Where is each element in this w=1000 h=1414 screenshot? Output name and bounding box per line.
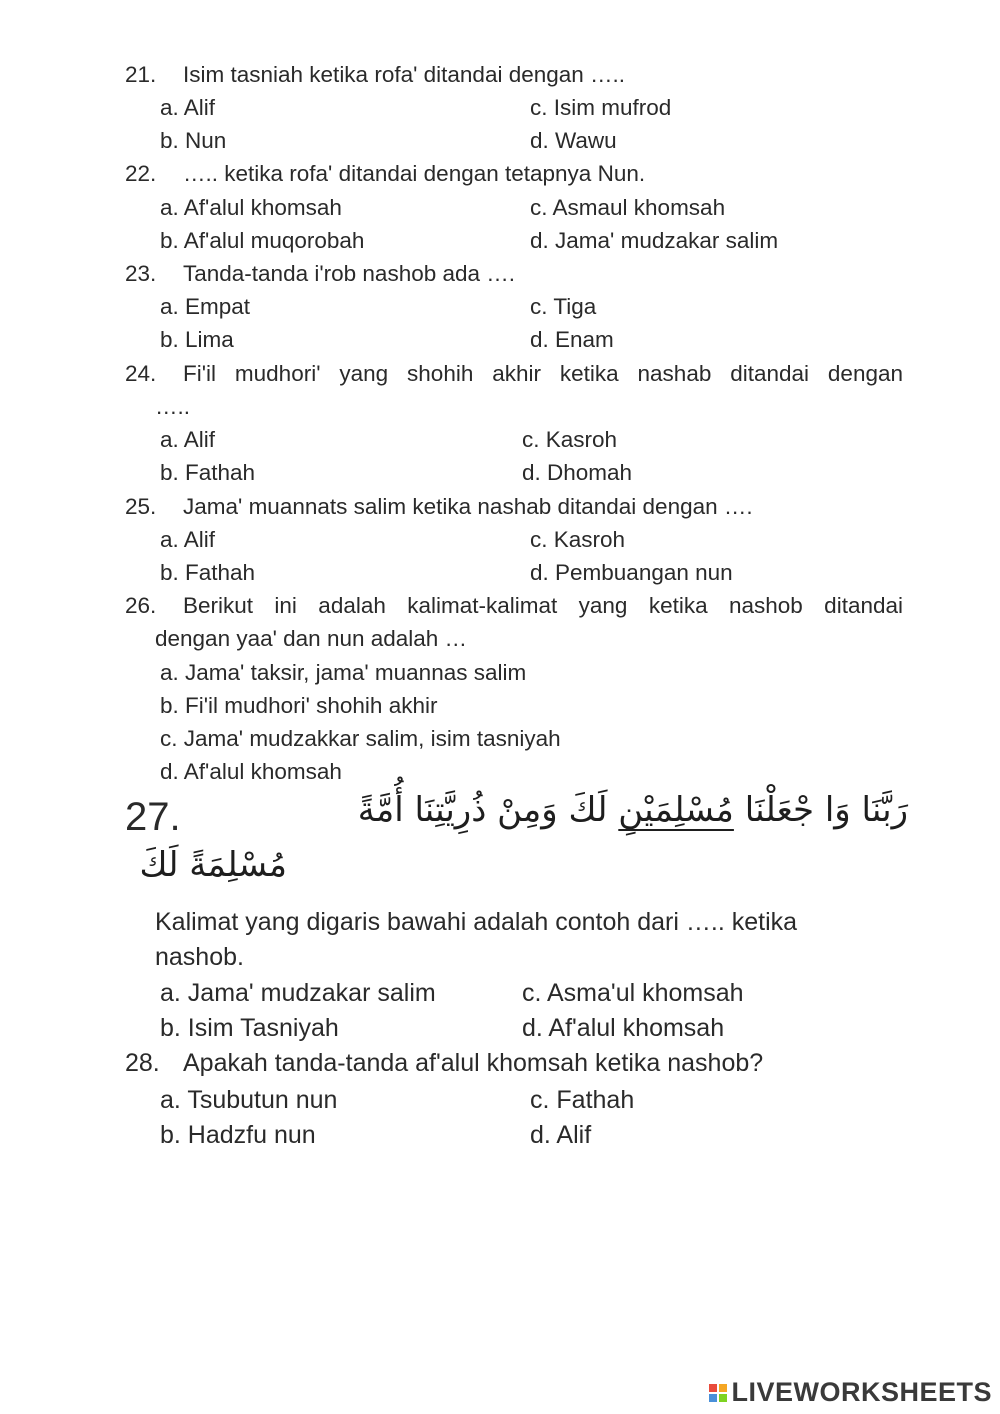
option-a[interactable]: a. Alif	[160, 527, 216, 552]
option-c[interactable]: c. Asmaul khomsah	[530, 195, 726, 220]
question-text: nashob.	[155, 943, 244, 971]
option-d[interactable]: d. Alif	[530, 1121, 592, 1149]
liveworksheets-logo	[709, 1377, 992, 1408]
arabic-segment: لَكَ وَمِنْ ذُرِيَّتِنَا أُمَّةً	[357, 790, 619, 830]
option-b[interactable]: b. Hadzfu nun	[160, 1121, 316, 1149]
option-c[interactable]: c. Tiga	[530, 294, 597, 319]
option-a[interactable]: a. Jama' taksir, jama' muannas salim	[160, 660, 527, 685]
logo-square	[709, 1384, 717, 1392]
question-text: ….. ketika rofa' ditandai dengan tetapnya Nun.	[183, 161, 646, 186]
option-c[interactable]: c. Jama' mudzakkar salim, isim tasniyah	[160, 726, 561, 751]
option-c[interactable]: c. Asma'ul khomsah	[522, 979, 744, 1007]
question-text: Berikut ini adalah kalimat-kalimat yang ketika nashob ditandai	[183, 593, 903, 618]
option-b[interactable]: b. Fathah	[160, 560, 256, 585]
logo-square	[719, 1394, 727, 1402]
question-number: 22.	[125, 161, 157, 186]
option-b[interactable]: b. Fi'il mudhori' shohih akhir	[160, 693, 438, 718]
option-c[interactable]: c. Isim mufrod	[530, 95, 672, 120]
arabic-underlined-word: مُسْلِمَيْنِ	[618, 790, 734, 830]
question-24	[125, 359, 903, 389]
logo-icon	[709, 1384, 727, 1402]
logo-square	[719, 1384, 727, 1392]
arabic-verse-line-1	[358, 790, 908, 830]
option-d[interactable]: d. Enam	[530, 327, 614, 352]
option-b[interactable]: b. Fathah	[160, 460, 256, 485]
option-a[interactable]: a. Tsubutun nun	[160, 1086, 338, 1114]
option-b[interactable]: b. Nun	[160, 128, 227, 153]
question-26	[125, 591, 903, 621]
logo-square	[709, 1394, 717, 1402]
question-23	[125, 259, 903, 289]
option-a[interactable]: a. Alif	[160, 95, 216, 120]
question-text: Apakah tanda-tanda af'alul khomsah ketika nashob?	[183, 1049, 764, 1077]
arabic-segment: رَبَّنَا وَا جْعَلْنَا	[733, 790, 908, 830]
question-text: Fi'il mudhori' yang shohih akhir ketika nashab ditandai dengan	[183, 361, 903, 386]
option-a[interactable]: a. Alif	[160, 427, 216, 452]
option-b[interactable]: b. Lima	[160, 327, 234, 352]
option-c[interactable]: c. Kasroh	[522, 427, 618, 452]
option-d[interactable]: d. Af'alul khomsah	[160, 759, 342, 784]
question-text: Jama' muannats salim ketika nashab ditandai dengan ….	[183, 494, 753, 519]
option-a[interactable]: a. Af'alul khomsah	[160, 195, 342, 220]
question-text: Isim tasniah ketika rofa' ditandai dengan …..	[183, 62, 626, 87]
option-c[interactable]: c. Kasroh	[530, 527, 626, 552]
option-a[interactable]: a. Empat	[160, 294, 251, 319]
question-number: 25.	[125, 494, 157, 519]
question-number: 24.	[125, 361, 157, 386]
option-d[interactable]: d. Pembuangan nun	[530, 560, 733, 585]
question-21	[125, 60, 903, 90]
question-number: 27.	[125, 795, 181, 839]
question-28	[125, 1048, 925, 1078]
brand-text: LIVEWORKSHEETS	[731, 1377, 992, 1407]
option-a[interactable]: a. Jama' mudzakar salim	[160, 979, 436, 1007]
option-c[interactable]: c. Fathah	[530, 1086, 635, 1114]
question-number: 21.	[125, 62, 157, 87]
option-d[interactable]: d. Dhomah	[522, 460, 633, 485]
question-25	[125, 492, 903, 522]
question-continuation: dengan yaa' dan nun adalah …	[155, 626, 468, 651]
question-text: Tanda-tanda i'rob nashob ada ….	[183, 261, 516, 286]
option-b[interactable]: b. Af'alul muqorobah	[160, 228, 365, 253]
option-b[interactable]: b. Isim Tasniyah	[160, 1014, 339, 1042]
option-d[interactable]: d. Jama' mudzakar salim	[530, 228, 779, 253]
option-d[interactable]: d. Wawu	[530, 128, 617, 153]
arabic-verse-line-2: مُسْلِمَةً لَكَ	[139, 845, 287, 885]
question-number: 28.	[125, 1049, 160, 1077]
question-number: 23.	[125, 261, 157, 286]
option-d[interactable]: d. Af'alul khomsah	[522, 1014, 725, 1042]
question-22	[125, 159, 903, 189]
question-text: Kalimat yang digaris bawahi adalah contoh dari ….. ketika	[155, 908, 798, 936]
question-continuation: …..	[155, 394, 191, 419]
question-number: 26.	[125, 593, 157, 618]
